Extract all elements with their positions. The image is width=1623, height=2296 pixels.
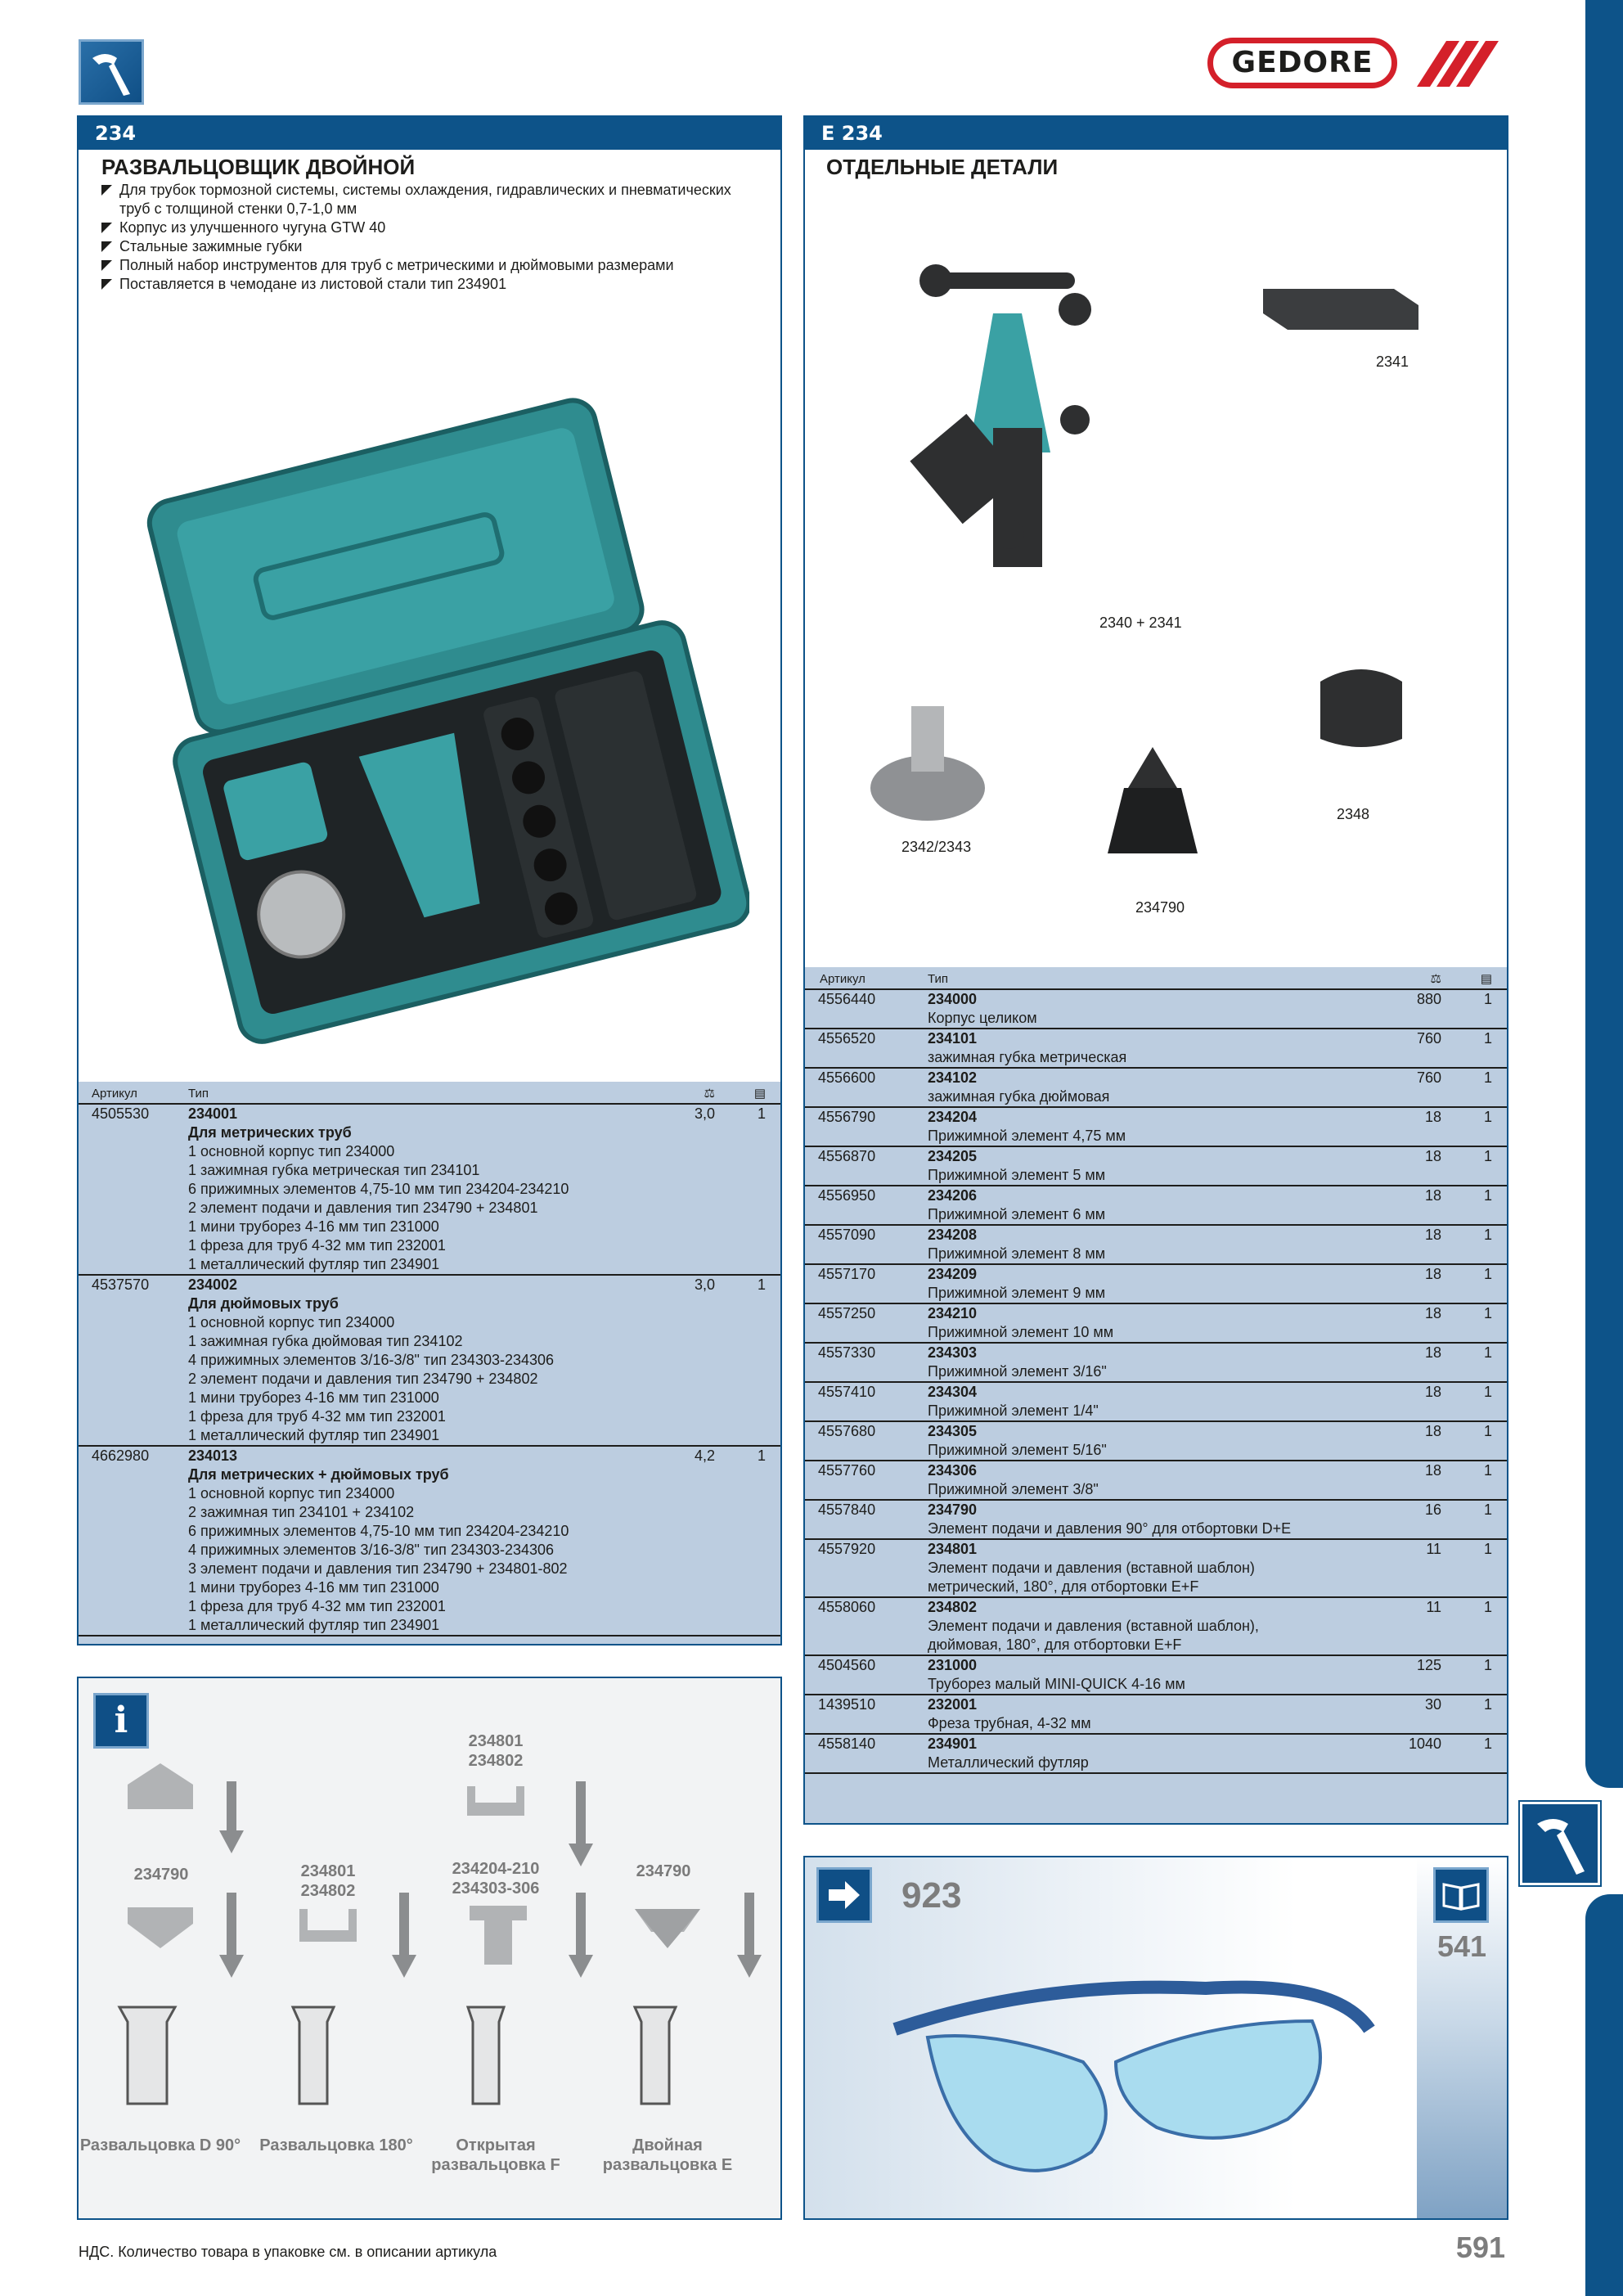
quantity-value: 1 — [1483, 1599, 1492, 1615]
table-row — [805, 1108, 1507, 1147]
quantity-value: 1 — [1483, 1541, 1492, 1557]
description-line: 1 основной корпус тип 234000 — [188, 1485, 395, 1501]
table-row — [805, 990, 1507, 1029]
type-code: 234000 — [928, 991, 978, 1007]
type-cell — [928, 1695, 1392, 1733]
description-line: Металлический футляр — [928, 1754, 1089, 1771]
article-number: 4557410 — [818, 1384, 876, 1400]
quantity-value: 1 — [1483, 1501, 1492, 1518]
type-code: 234208 — [928, 1227, 978, 1243]
type-cell — [928, 1735, 1392, 1772]
promo-panel — [803, 1856, 1508, 2220]
description-line: Элемент подачи и давления (вставной шаблон) — [928, 1560, 1255, 1576]
type-cell — [928, 1147, 1392, 1185]
die-label-234801: 234801 — [300, 1862, 356, 1880]
category-icon — [79, 39, 144, 105]
weight-icon: ⚖ — [1430, 972, 1441, 986]
table-row — [805, 1598, 1507, 1656]
description-line: 1 металлический футляр тип 234901 — [188, 1617, 440, 1633]
description-line: 1 мини труборез 4-16 мм тип 231000 — [188, 1579, 439, 1596]
description-line: Прижимной элемент 3/16" — [928, 1363, 1107, 1380]
weight-value: 30 — [1424, 1696, 1441, 1713]
description-line: 1 металлический футляр тип 234901 — [188, 1427, 440, 1443]
feature-item: Полный набор инструментов для труб с метрическими и дюймовыми размерами — [100, 256, 754, 275]
quantity-value: 1 — [1483, 1227, 1492, 1243]
type-code: 234303 — [928, 1344, 978, 1361]
description-line: Прижимной элемент 3/8" — [928, 1481, 1099, 1497]
feature-item: Стальные зажимные губки — [100, 237, 754, 256]
type-code: 234210 — [928, 1305, 978, 1321]
type-cell — [188, 1447, 666, 1635]
type-code: 234204 — [928, 1109, 978, 1125]
quantity-value: 1 — [1483, 1736, 1492, 1752]
type-code: 234901 — [928, 1736, 978, 1752]
type-cell — [928, 1304, 1392, 1342]
article-number: 4557330 — [818, 1344, 876, 1361]
description-line: Прижимной элемент 5/16" — [928, 1442, 1107, 1458]
quantity-value: 1 — [1483, 1109, 1492, 1125]
weight-value: 16 — [1424, 1501, 1441, 1518]
type-cell — [928, 1461, 1392, 1499]
feature-item: Корпус из улучшенного чугуна GTW 40 — [100, 218, 754, 237]
type-code: 234001 — [188, 1105, 238, 1122]
type-code: 234801 — [928, 1541, 978, 1557]
table-row — [805, 1695, 1507, 1735]
caption-d90: Развальцовка D 90° — [79, 2136, 241, 2154]
caption-open-f-line1: Открытая — [456, 2136, 536, 2154]
table-row — [805, 1735, 1507, 1774]
article-number: 4556790 — [818, 1109, 876, 1125]
die-label-234790-b: 234790 — [636, 1862, 691, 1880]
arrow-right-icon — [816, 1867, 872, 1923]
description-line: 2 элемент подачи и давления тип 234790 + 234801 — [188, 1200, 538, 1216]
table-row — [79, 1447, 780, 1636]
type-cell — [928, 1383, 1392, 1420]
quantity-value: 1 — [1483, 1696, 1492, 1713]
article-number: 4504560 — [818, 1657, 876, 1673]
info-icon: i — [93, 1693, 149, 1749]
type-cell — [928, 1540, 1392, 1596]
description-line: Прижимной элемент 5 мм — [928, 1167, 1106, 1183]
table-row — [805, 1069, 1507, 1108]
description-line: Прижимной элемент 9 мм — [928, 1285, 1106, 1301]
quantity-value: 1 — [1483, 1305, 1492, 1321]
description-line: 1 зажимная губка метрическая тип 234101 — [188, 1162, 480, 1178]
promo-page-ref: 541 — [1436, 1929, 1487, 1963]
side-category-icon — [1520, 1802, 1600, 1885]
footer-note: НДС. Количество товара в упаковке см. в описании артикула — [79, 2244, 497, 2260]
caption-double-e-line1: Двойная — [632, 2136, 703, 2154]
description-line: Труборез малый MINI-QUICK 4-16 мм — [928, 1676, 1185, 1692]
description-line: Элемент подачи и давления (вставной шаблон), — [928, 1618, 1259, 1634]
die-label-234303-306: 234303-306 — [452, 1880, 540, 1898]
description-line: метрический, 180°, для отбортовки E+F — [928, 1578, 1199, 1595]
quantity-value: 1 — [1483, 1344, 1492, 1361]
safety-glasses-photo — [879, 1931, 1386, 2201]
quantity-value: 1 — [1483, 1187, 1492, 1204]
type-cell — [188, 1276, 666, 1445]
side-tab-lower — [1585, 1894, 1623, 2296]
part-label-2342-2343: 2342/2343 — [901, 839, 972, 855]
article-number: 4662980 — [92, 1447, 150, 1464]
quantity-value: 1 — [1483, 1148, 1492, 1164]
quantity-value: 1 — [757, 1447, 766, 1464]
kit-table — [79, 1082, 780, 1644]
table-row — [805, 1344, 1507, 1383]
type-cell — [928, 1186, 1392, 1224]
description-line: Элемент подачи и давления 90° для отбортовки D+E — [928, 1520, 1292, 1537]
part-label-2340-2341: 2340 + 2341 — [1099, 615, 1182, 631]
package-icon: ▤ — [1480, 972, 1492, 986]
article-number: 4556600 — [818, 1069, 876, 1086]
description-line: 1 мини труборез 4-16 мм тип 231000 — [188, 1218, 439, 1235]
caption-180: Развальцовка 180° — [259, 2136, 413, 2154]
quantity-value: 1 — [1483, 1384, 1492, 1400]
type-cell — [928, 1598, 1392, 1654]
feature-item: Поставляется в чемодане из листовой стали тип 234901 — [100, 275, 754, 294]
article-number: 4557680 — [818, 1423, 876, 1439]
type-code: 234306 — [928, 1462, 978, 1479]
description-line: Прижимной элемент 8 мм — [928, 1245, 1106, 1262]
catalog-book-icon — [1433, 1867, 1489, 1923]
package-icon: ▤ — [753, 1087, 766, 1101]
type-cell — [928, 1656, 1392, 1694]
article-number: 4558060 — [818, 1599, 876, 1615]
weight-value: 18 — [1424, 1423, 1441, 1439]
left-product-panel — [77, 115, 782, 1645]
quantity-value: 1 — [1483, 1462, 1492, 1479]
type-code: 234101 — [928, 1030, 978, 1047]
table-row — [805, 1029, 1507, 1069]
weight-value: 11 — [1426, 1599, 1441, 1615]
description-line: 4 прижимных элементов 3/16-3/8" тип 234303-234306 — [188, 1352, 555, 1368]
table-row — [79, 1105, 780, 1276]
description-line: Для дюймовых труб — [188, 1295, 339, 1312]
description-line: Корпус целиком — [928, 1010, 1037, 1026]
table-row — [805, 1383, 1507, 1422]
weight-value: 760 — [1416, 1030, 1441, 1047]
weight-value: 18 — [1424, 1344, 1441, 1361]
kit-table-body — [79, 1105, 780, 1636]
caption-double-e-line2: развальцовка E — [602, 2156, 733, 2174]
article-number: 4557170 — [818, 1266, 876, 1282]
part-label-234790: 234790 — [1135, 899, 1185, 916]
tool-case-photo — [111, 379, 749, 1099]
quantity-value: 1 — [1483, 1657, 1492, 1673]
quantity-value: 1 — [1483, 1423, 1492, 1439]
die-label-234790-a: 234790 — [133, 1866, 189, 1884]
type-cell — [928, 1029, 1392, 1067]
type-cell — [928, 1108, 1392, 1146]
type-cell — [928, 1501, 1392, 1538]
weight-value: 11 — [1426, 1541, 1441, 1557]
description-line: 1 основной корпус тип 234000 — [188, 1314, 395, 1330]
col-article: Артикул — [820, 972, 865, 986]
type-cell — [188, 1105, 666, 1274]
description-line: Для метрических + дюймовых труб — [188, 1466, 449, 1483]
table-row — [805, 1461, 1507, 1501]
description-line: 1 основной корпус тип 234000 — [188, 1143, 395, 1159]
table-row — [805, 1147, 1507, 1186]
promo-ref-number: 923 — [901, 1875, 962, 1916]
weight-value: 1040 — [1408, 1736, 1441, 1752]
right-parts-panel — [803, 115, 1508, 1825]
description-line: 2 зажимная тип 234101 + 234102 — [188, 1504, 415, 1520]
type-code: 232001 — [928, 1696, 978, 1713]
weight-value: 18 — [1424, 1227, 1441, 1243]
type-cell — [928, 1422, 1392, 1460]
weight-value: 3,0 — [694, 1276, 715, 1293]
description-line: 1 фреза для труб 4-32 мм тип 232001 — [188, 1598, 446, 1614]
weight-value: 18 — [1424, 1305, 1441, 1321]
left-panel-title: РАЗВАЛЬЦОВЩИК ДВОЙНОЙ — [101, 155, 416, 179]
description-line: 1 зажимная губка дюймовая тип 234102 — [188, 1333, 463, 1349]
quantity-value: 1 — [1483, 1030, 1492, 1047]
description-line: Прижимной элемент 10 мм — [928, 1324, 1114, 1340]
gedore-stripes-icon — [1400, 39, 1505, 88]
type-code: 234304 — [928, 1384, 978, 1400]
quantity-value: 1 — [1483, 991, 1492, 1007]
quantity-value: 1 — [1483, 1266, 1492, 1282]
description-line: Прижимной элемент 4,75 мм — [928, 1128, 1126, 1144]
article-number: 4557920 — [818, 1541, 876, 1557]
type-code: 234002 — [188, 1276, 238, 1293]
weight-value: 18 — [1424, 1187, 1441, 1204]
description-line: Для метрических труб — [188, 1124, 352, 1141]
weight-value: 18 — [1424, 1109, 1441, 1125]
article-number: 4537570 — [92, 1276, 150, 1293]
table-row — [805, 1656, 1507, 1695]
type-cell — [928, 990, 1392, 1028]
type-cell — [928, 1226, 1392, 1263]
type-code: 234790 — [928, 1501, 978, 1518]
die-label-234802-top: 234802 — [468, 1752, 524, 1770]
article-number: 4557250 — [818, 1305, 876, 1321]
weight-value: 18 — [1424, 1148, 1441, 1164]
table-header — [79, 1082, 780, 1105]
type-code: 234802 — [928, 1599, 978, 1615]
article-number: 4556950 — [818, 1187, 876, 1204]
description-line: 1 фреза для труб 4-32 мм тип 232001 — [188, 1237, 446, 1254]
article-number: 4556440 — [818, 991, 876, 1007]
quantity-value: 1 — [757, 1276, 766, 1293]
article-number: 1439510 — [818, 1696, 876, 1713]
side-tab-upper — [1585, 0, 1623, 1788]
description-line: зажимная губка дюймовая — [928, 1088, 1110, 1105]
description-line: дюймовая, 180°, для отбортовки E+F — [928, 1636, 1182, 1653]
weight-value: 880 — [1416, 991, 1441, 1007]
description-line: Фреза трубная, 4-32 мм — [928, 1715, 1091, 1731]
table-row — [805, 1501, 1507, 1540]
table-row — [805, 1540, 1507, 1598]
type-code: 234206 — [928, 1187, 978, 1204]
table-row — [805, 1422, 1507, 1461]
article-number: 4556520 — [818, 1030, 876, 1047]
description-line: 1 мини труборез 4-16 мм тип 231000 — [188, 1389, 439, 1406]
quantity-value: 1 — [757, 1105, 766, 1122]
caption-open-f-line2: развальцовка F — [431, 2156, 560, 2174]
col-article: Артикул — [92, 1087, 137, 1101]
weight-icon: ⚖ — [704, 1087, 715, 1101]
die-label-234204-210: 234204-210 — [452, 1860, 540, 1878]
table-row — [805, 1186, 1507, 1226]
description-line: 6 прижимных элементов 4,75-10 мм тип 234204-234210 — [188, 1523, 569, 1539]
table-row — [79, 1276, 780, 1447]
article-number: 4557840 — [818, 1501, 876, 1518]
weight-value: 18 — [1424, 1462, 1441, 1479]
flaring-info-panel — [77, 1677, 782, 2220]
description-line: 1 фреза для труб 4-32 мм тип 232001 — [188, 1408, 446, 1425]
table-row — [805, 1226, 1507, 1265]
article-number: 4556870 — [818, 1148, 876, 1164]
col-type: Тип — [928, 972, 949, 986]
type-code: 234209 — [928, 1266, 978, 1282]
description-line: зажимная губка метрическая — [928, 1049, 1127, 1065]
weight-value: 125 — [1416, 1657, 1441, 1673]
right-panel-title: ОТДЕЛЬНЫЕ ДЕТАЛИ — [826, 155, 1059, 179]
gedore-logo: GEDORE — [1207, 38, 1397, 88]
type-code: 234013 — [188, 1447, 238, 1464]
type-code: 231000 — [928, 1657, 978, 1673]
article-number: 4505530 — [92, 1105, 150, 1122]
description-line: 4 прижимных элементов 3/16-3/8" тип 234303-234306 — [188, 1542, 555, 1558]
article-number: 4557760 — [818, 1462, 876, 1479]
page-number: 591 — [1455, 2231, 1505, 2264]
type-code: 234305 — [928, 1423, 978, 1439]
part-label-2341: 2341 — [1376, 353, 1409, 370]
table-row — [805, 1265, 1507, 1304]
die-label-234801-top: 234801 — [468, 1732, 524, 1750]
type-cell — [928, 1265, 1392, 1303]
parts-table — [805, 967, 1507, 1823]
feature-item: Для трубок тормозной системы, системы охлаждения, гидравлических и пневматических труб с толщиной стенки 0,7-1,0 мм — [100, 181, 754, 218]
feature-list — [100, 181, 754, 294]
description-line: 2 элемент подачи и давления тип 234790 + 234802 — [188, 1371, 538, 1387]
description-line: 3 элемент подачи и давления тип 234790 + 234801-802 — [188, 1560, 568, 1577]
part-label-2348: 2348 — [1337, 806, 1370, 822]
weight-value: 18 — [1424, 1266, 1441, 1282]
quantity-value: 1 — [1483, 1069, 1492, 1086]
die-label-234802: 234802 — [300, 1882, 356, 1900]
weight-value: 4,2 — [694, 1447, 715, 1464]
type-code: 234102 — [928, 1069, 978, 1086]
description-line: 1 металлический футляр тип 234901 — [188, 1256, 440, 1272]
weight-value: 18 — [1424, 1384, 1441, 1400]
type-cell — [928, 1344, 1392, 1381]
description-line: 6 прижимных элементов 4,75-10 мм тип 234204-234210 — [188, 1181, 569, 1197]
weight-value: 3,0 — [694, 1105, 715, 1122]
type-code: 234205 — [928, 1148, 978, 1164]
type-cell — [928, 1069, 1392, 1106]
table-row — [805, 1304, 1507, 1344]
description-line: Прижимной элемент 1/4" — [928, 1402, 1099, 1419]
article-number: 4558140 — [818, 1736, 876, 1752]
table-header — [805, 967, 1507, 990]
left-panel-header: 234 — [79, 117, 780, 150]
weight-value: 760 — [1416, 1069, 1441, 1086]
parts-table-body — [805, 990, 1507, 1774]
right-panel-header: E 234 — [805, 117, 1507, 150]
col-type: Тип — [188, 1087, 209, 1101]
description-line: Прижимной элемент 6 мм — [928, 1206, 1106, 1222]
article-number: 4557090 — [818, 1227, 876, 1243]
